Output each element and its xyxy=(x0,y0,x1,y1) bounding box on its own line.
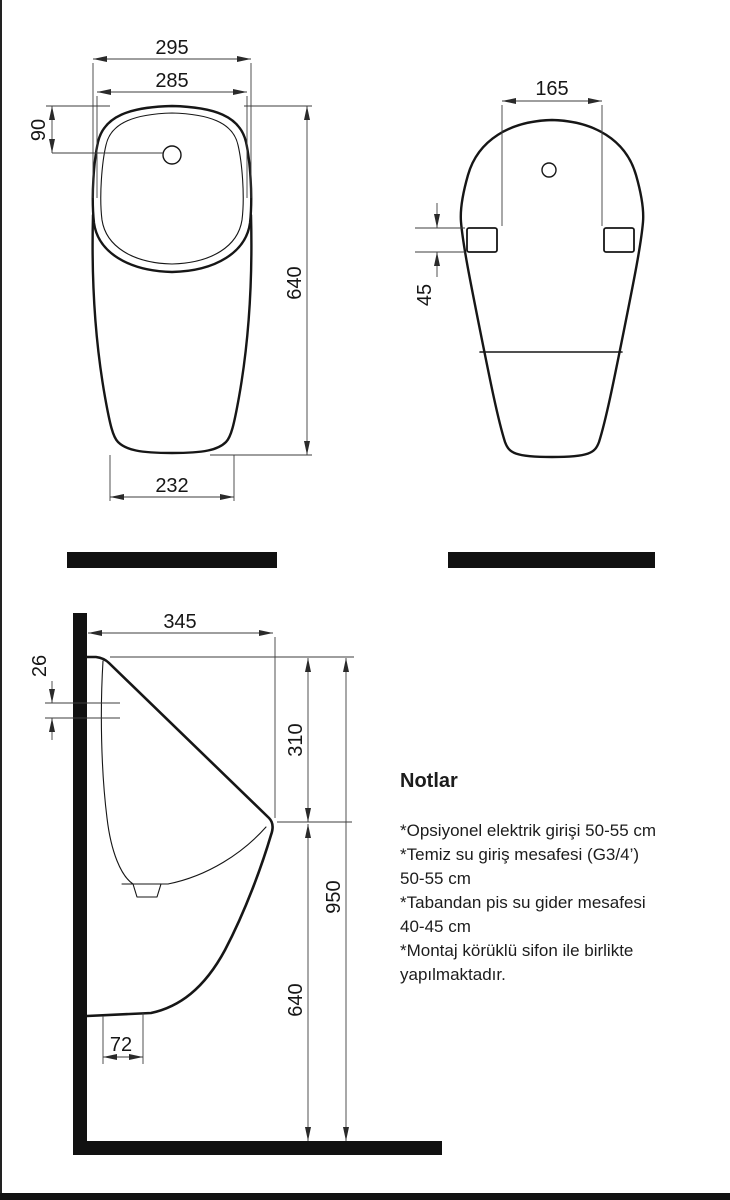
note-line: yapılmaktadır. xyxy=(400,965,506,984)
rear-fixing-slot-left xyxy=(467,228,497,252)
note-line: 50-55 cm xyxy=(400,869,471,888)
dim-front-base-width-label: 232 xyxy=(155,475,189,497)
dim-side-lower-height-label: 640 xyxy=(285,983,307,1017)
side-drain-spud xyxy=(133,884,161,897)
dim-rear-slot-height-label: 45 xyxy=(414,283,436,307)
note-line: *Montaj körüklü sifon ile birlikte xyxy=(400,941,634,960)
sheet-bottom-border xyxy=(0,1193,730,1200)
dim-rear-fixing-width-label: 165 xyxy=(535,78,569,100)
side-basin-front-wall xyxy=(168,827,266,884)
note-line: *Opsiyonel elektrik girişi 50-55 cm xyxy=(400,821,657,840)
notes-body xyxy=(400,819,710,987)
note-line: *Tabandan pis su gider mesafesi xyxy=(400,893,646,912)
side-profile-outline xyxy=(87,657,273,1016)
note-line: *Temiz su giriş mesafesi (G3/4’) xyxy=(400,845,640,864)
dim-side-total-height-label: 950 xyxy=(323,880,345,914)
front-rim-outer xyxy=(93,106,251,272)
dim-front-overall-width-label: 295 xyxy=(155,37,189,59)
dim-side-rim-offset-label: 26 xyxy=(29,654,51,678)
dim-front-inner-width-label: 285 xyxy=(155,70,189,92)
dim-front-height-label: 640 xyxy=(284,266,306,300)
dim-front-spud-offset-label: 90 xyxy=(28,118,50,142)
note-line: 40-45 cm xyxy=(400,917,471,936)
front-view xyxy=(93,106,252,453)
rear-view xyxy=(461,120,643,457)
side-basin-back-wall xyxy=(101,661,133,884)
dim-side-upper-height-label: 310 xyxy=(285,723,307,757)
dim-side-base-offset-label: 72 xyxy=(109,1034,133,1056)
rear-fixing-slot-right xyxy=(604,228,634,252)
rear-inlet-hole xyxy=(542,163,556,177)
notes-block xyxy=(400,770,710,987)
front-spud-hole xyxy=(163,146,181,164)
notes-title: Notlar xyxy=(400,770,458,792)
side-view xyxy=(73,613,442,1155)
wall-section-bar-left xyxy=(67,552,277,568)
dim-side-depth-label: 345 xyxy=(163,611,197,633)
side-view-dimensions xyxy=(45,633,354,1141)
sheet-left-border xyxy=(0,0,2,1200)
wall-section-bar-right xyxy=(448,552,655,568)
wall-bar xyxy=(73,613,87,1143)
floor-bar xyxy=(73,1141,442,1155)
